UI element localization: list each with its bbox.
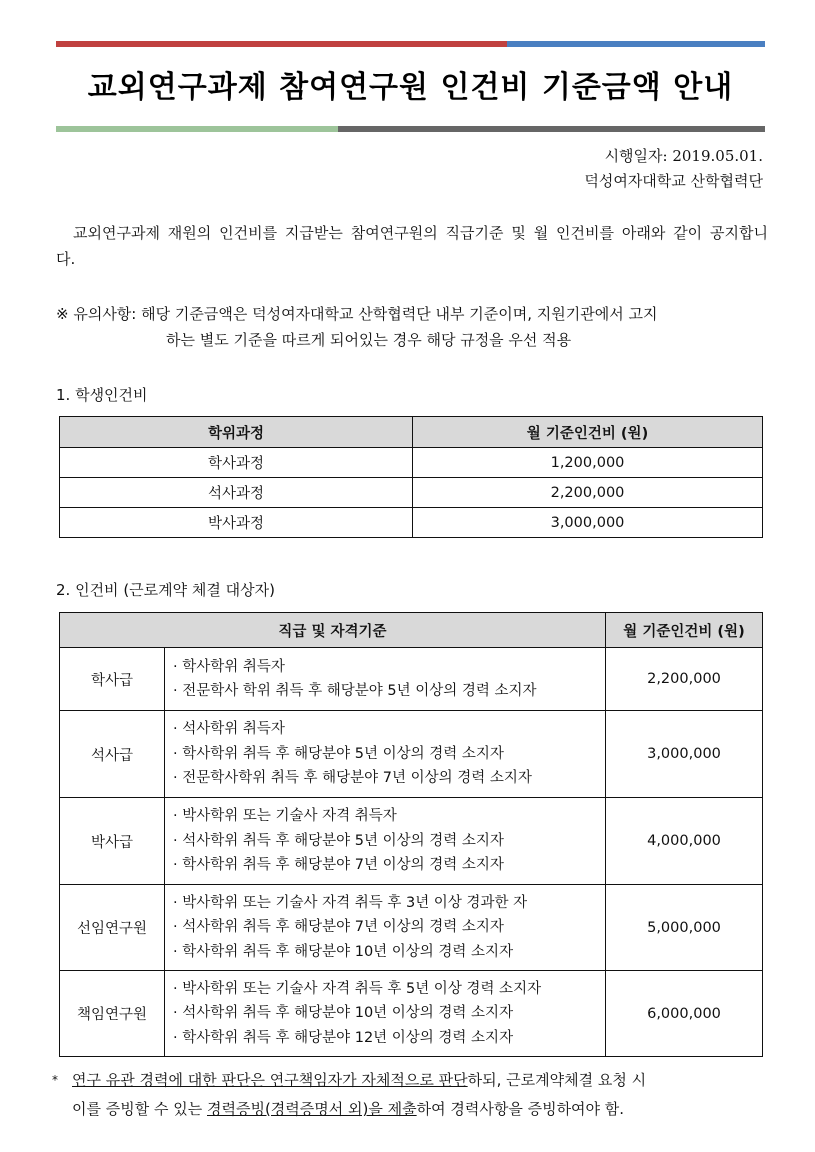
criteria-item: · 박사학위 또는 기술사 자격 취득 후 5년 이상 경력 소지자 [173,980,542,997]
table-row [60,448,763,478]
table-row [60,971,763,1057]
criteria-item: · 석사학위 취득자 [173,721,285,738]
bottom-accent-bar-gray [338,126,765,132]
header-monthly-amount: 월 기준인건비 (원) [413,417,763,448]
footnote [52,1066,772,1124]
student-salary-table [59,416,763,538]
criteria-item: · 석사학위 취득 후 해당분야 10년 이상의 경력 소지자 [173,1005,514,1022]
footnote-underlined-1: 연구 유관 경력에 대한 판단은 연구책임자가 자체적으로 판단 [72,1071,468,1089]
grade-cell: 박사급 [60,798,165,885]
grade-cell: 책임연구원 [60,971,165,1057]
amount-cell: 1,200,000 [413,448,763,478]
amount-cell: 6,000,000 [606,971,763,1057]
footnote-line-2 [52,1095,772,1124]
criteria-item: · 박사학위 또는 기술사 자격 취득 후 3년 이상 경과한 자 [173,894,528,911]
amount-cell: 2,200,000 [606,648,763,711]
contract-salary-table [59,612,763,1057]
footnote-underlined-2: 경력증빙(경력증명서 외)을 제출 [207,1100,417,1118]
table-row [60,885,763,971]
section-2-title: 2. 인건비 (근로계약 체결 대상자) [56,581,275,599]
document-meta [584,144,763,194]
issuer: 덕성여자대학교 산학협력단 [584,172,763,190]
criteria-cell [165,648,606,711]
criteria-cell [165,971,606,1057]
table-row [60,478,763,508]
criteria-item: · 석사학위 취득 후 해당분야 5년 이상의 경력 소지자 [173,832,504,849]
bottom-accent-bar-green [56,126,338,132]
table-row [60,711,763,798]
document-title: 교외연구과제 참여연구원 인건비 기준금액 안내 [87,70,734,105]
table-row [60,648,763,711]
criteria-cell [165,711,606,798]
criteria-item: · 학사학위 취득 후 해당분야 7년 이상의 경력 소지자 [173,857,504,874]
course-cell: 학사과정 [60,448,413,478]
criteria-item: · 학사학위 취득 후 해당분야 12년 이상의 경력 소지자 [173,1029,514,1046]
footnote-marker: * [52,1073,58,1087]
amount-cell: 3,000,000 [413,508,763,538]
table-header-row [60,613,763,648]
amount-cell: 4,000,000 [606,798,763,885]
criteria-item: · 학사학위 취득자 [173,658,285,675]
section-1-title: 1. 학생인건비 [56,386,148,404]
table-row [60,798,763,885]
amount-cell: 3,000,000 [606,711,763,798]
intro-paragraph: 교외연구과제 재원의 인건비를 지급받는 참여연구원의 직급기준 및 월 인건비를 아래와 같이 공지합니다. [56,224,768,268]
amount-cell: 2,200,000 [413,478,763,508]
grade-cell: 학사급 [60,648,165,711]
effective-date: 시행일자: 2019.05.01. [604,147,763,165]
notice [56,301,768,353]
criteria-item: · 학사학위 취득 후 해당분야 10년 이상의 경력 소지자 [173,943,514,960]
header-grade-criteria: 직급 및 자격기준 [60,613,606,648]
top-accent-bar-blue [507,41,765,47]
grade-cell: 선임연구원 [60,885,165,971]
header-degree-course: 학위과정 [60,417,413,448]
notice-line-1: ※ 유의사항: 해당 기준금액은 덕성여자대학교 산학협력단 내부 기준이며, 지원기관에서 고지 [56,305,658,323]
criteria-item: · 전문학사 학위 취득 후 해당분야 5년 이상의 경력 소지자 [173,683,537,699]
table-row [60,508,763,538]
criteria-item: · 석사학위 취득 후 해당분야 7년 이상의 경력 소지자 [173,919,504,936]
criteria-item: · 박사학위 또는 기술사 자격 취득자 [173,808,397,825]
criteria-item: · 학사학위 취득 후 해당분야 5년 이상의 경력 소지자 [173,745,504,762]
table-header-row [60,417,763,448]
criteria-item: · 전문학사학위 취득 후 해당분야 7년 이상의 경력 소지자 [173,770,532,787]
header-monthly-amount: 월 기준인건비 (원) [606,613,763,648]
footnote-text-3: 이를 증빙할 수 있는 [72,1100,207,1118]
course-cell: 석사과정 [60,478,413,508]
footnote-text-2: 하되, 근로계약체결 요청 시 [467,1071,647,1089]
grade-cell: 석사급 [60,711,165,798]
top-accent-bar-red [56,41,507,47]
criteria-cell [165,798,606,885]
criteria-cell [165,885,606,971]
amount-cell: 5,000,000 [606,885,763,971]
course-cell: 박사과정 [60,508,413,538]
footnote-text-5: 하여 경력사항을 증빙하여야 함. [416,1100,625,1118]
notice-line-2: 하는 별도 기준을 따르게 되어있는 경우 해당 규정을 우선 적용 [166,331,572,349]
